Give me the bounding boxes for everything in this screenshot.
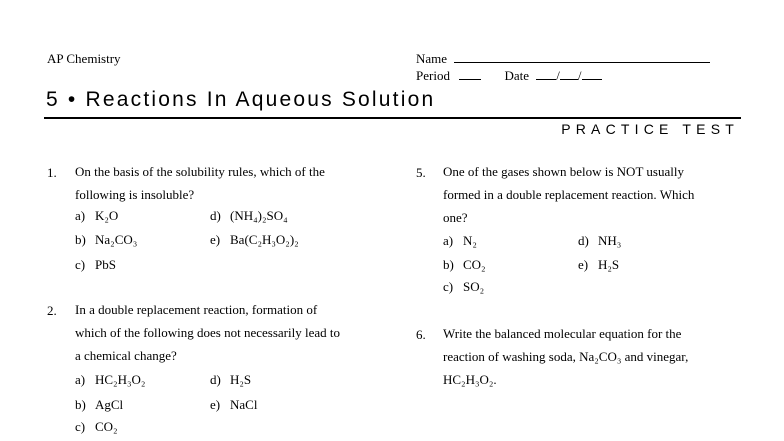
- option-c[interactable]: [443, 279, 484, 295]
- option-letter: e): [578, 257, 589, 272]
- question-line: one?: [443, 210, 468, 225]
- option-b[interactable]: [443, 257, 486, 273]
- option-letter: b): [75, 397, 86, 412]
- option-text: AgCl: [95, 397, 124, 412]
- option-b[interactable]: [75, 397, 123, 413]
- option-text: NH₃: [598, 233, 622, 248]
- option-letter: e): [210, 397, 221, 412]
- option-letter: e): [210, 232, 221, 247]
- option-letter: a): [443, 233, 454, 248]
- option-c[interactable]: [75, 257, 116, 273]
- option-letter: b): [75, 232, 86, 247]
- option-b[interactable]: [75, 232, 137, 248]
- question-line: which of the following does not necessarily lead to: [75, 325, 340, 340]
- question-line: One of the gases shown below is NOT usually: [443, 164, 684, 179]
- question-line: reaction of washing soda, Na₂CO₃ and vinegar,: [443, 349, 689, 364]
- option-letter: c): [75, 257, 86, 272]
- course-name: AP Chemistry: [47, 51, 121, 66]
- option-text: SO₂: [463, 279, 485, 294]
- option-d[interactable]: [578, 233, 621, 249]
- option-letter: a): [75, 372, 86, 387]
- question-line: On the basis of the solubility rules, which of the: [75, 164, 325, 179]
- date-separator: /: [577, 68, 582, 83]
- question-text: [75, 298, 340, 367]
- question-line: following is insoluble?: [75, 187, 195, 202]
- option-letter: d): [210, 208, 221, 223]
- option-letter: a): [75, 208, 86, 223]
- option-text: K₂O: [95, 208, 119, 223]
- option-letter: b): [443, 257, 454, 272]
- question-text: [75, 160, 325, 206]
- option-a[interactable]: [75, 208, 118, 224]
- question-number: 6.: [416, 327, 426, 342]
- date-day-blank[interactable]: [560, 68, 578, 80]
- option-text: HC₂H₃O₂: [95, 372, 146, 387]
- question-line: a chemical change?: [75, 348, 177, 363]
- option-e[interactable]: [210, 397, 257, 413]
- option-letter: c): [443, 279, 454, 294]
- option-a[interactable]: [75, 372, 145, 388]
- option-text: Ba(C₂H₃O₂)₂: [230, 232, 299, 247]
- period-label: Period: [416, 68, 450, 83]
- option-a[interactable]: [443, 233, 477, 249]
- option-e[interactable]: [210, 232, 299, 248]
- option-text: PbS: [95, 257, 116, 272]
- question-number: 1.: [47, 165, 57, 180]
- question-number: 5.: [416, 165, 426, 180]
- page-subtitle: PRACTICE TEST: [561, 121, 739, 137]
- option-text: (NH₄)₂SO₄: [230, 208, 288, 223]
- name-label: Name: [416, 51, 448, 66]
- page-title: 5 • Reactions In Aqueous Solution: [46, 88, 436, 111]
- name-field-row: [416, 51, 710, 67]
- option-text: CO₂: [463, 257, 486, 272]
- date-month-blank[interactable]: [536, 68, 556, 80]
- question-text: [443, 322, 688, 391]
- title-divider: [44, 117, 741, 119]
- option-text: Na₂CO₃: [95, 232, 138, 247]
- question-line: formed in a double replacement reaction. Which: [443, 187, 695, 202]
- date-year-blank[interactable]: [582, 68, 602, 80]
- question-number: 2.: [47, 303, 57, 318]
- option-c[interactable]: [75, 419, 118, 435]
- option-d[interactable]: [210, 372, 251, 388]
- option-text: CO₂: [95, 419, 118, 434]
- option-letter: d): [210, 372, 221, 387]
- question-text: [443, 160, 694, 229]
- option-letter: c): [75, 419, 86, 434]
- option-text: H₂S: [230, 372, 252, 387]
- option-text: H₂S: [598, 257, 620, 272]
- option-letter: d): [578, 233, 589, 248]
- option-text: NaCl: [230, 397, 258, 412]
- date-label: Date: [504, 68, 529, 83]
- date-separator: /: [556, 68, 560, 83]
- option-text: N₂: [463, 233, 477, 248]
- option-e[interactable]: [578, 257, 619, 273]
- option-d[interactable]: [210, 208, 288, 224]
- period-date-row: [416, 68, 602, 84]
- name-blank[interactable]: [454, 51, 710, 63]
- period-blank[interactable]: [459, 68, 481, 80]
- question-line: HC₂H₃O₂.: [443, 372, 497, 387]
- question-line: In a double replacement reaction, formation of: [75, 302, 318, 317]
- question-line: Write the balanced molecular equation for the: [443, 326, 682, 341]
